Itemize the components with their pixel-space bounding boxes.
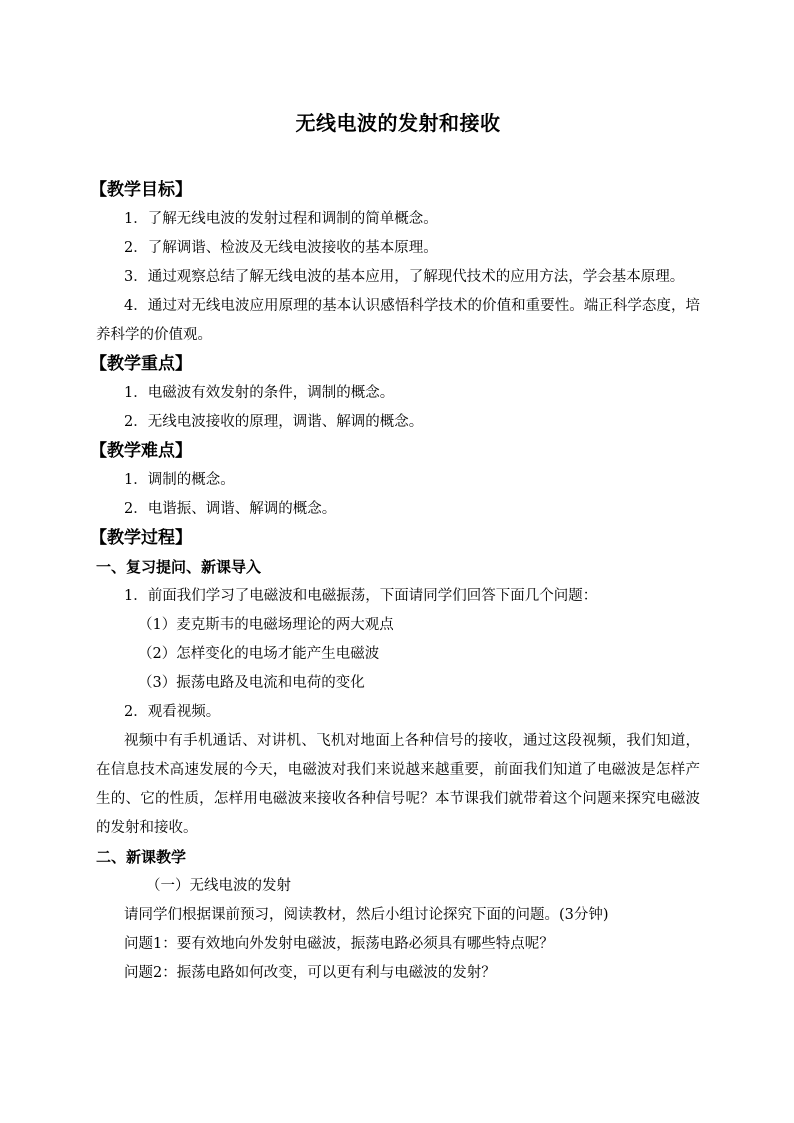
difficulty-item-2: 2．电谐振、调谐、解调的概念。 xyxy=(124,501,337,517)
key-point-item-2: 2．无线电波接收的原理，调谐、解调的概念。 xyxy=(124,414,424,430)
goal-item-3: 3．通过观察总结了解无线电波的基本应用，了解现代技术的应用方法，学会基本原理。 xyxy=(124,269,685,285)
video-paragraph: 视频中有手机通话、对讲机、飞机对地面上各种信号的接收，通过这段视频，我们知道，在信息技术高速发展的今天，电磁波对我们来说越来越重要，前面我们知道了电磁波是怎样产生的、它的性质，怎样用电磁波来接收各种信号呢？本节课我们就带着这个问题来探究电磁波的发射和接收。 xyxy=(96,733,700,836)
key-point-item-1: 1．电磁波有效发射的条件，调制的概念。 xyxy=(124,385,395,401)
section-heading-goals: 【教学目标】 xyxy=(90,180,192,200)
part1-item-2: 2．观看视频。 xyxy=(124,704,221,720)
part2-question-2: 问题2：振荡电路如何改变，可以更有利与电磁波的发射？ xyxy=(124,965,496,981)
goal-item-2: 2．了解调谐、检波及无线电波接收的基本原理。 xyxy=(124,240,438,256)
document-page xyxy=(90,0,700,1123)
review-question-1: （1）麦克斯韦的电磁场理论的两大观点 xyxy=(138,617,394,633)
goal-item-4: 4．通过对无线电波应用原理的基本认识感悟科学技术的价值和重要性。端正科学态度，培养科学的价值观。 xyxy=(96,298,700,343)
goal-item-1: 1．了解无线电波的发射过程和调制的简单概念。 xyxy=(124,211,438,227)
document-body xyxy=(90,176,700,988)
page-title: 无线电波的发射和接收 xyxy=(295,111,501,135)
section-heading-process: 【教学过程】 xyxy=(90,528,192,548)
section-heading-key-points: 【教学重点】 xyxy=(90,354,192,374)
part2-subtitle: （一）无线电波的发射 xyxy=(146,878,291,894)
part2-title: 二、新课教学 xyxy=(96,848,187,866)
part2-question-1: 问题1：要有效地向外发射电磁波，振荡电路必须具有哪些特点呢？ xyxy=(124,936,554,952)
review-question-3: （3）振荡电路及电流和电荷的变化 xyxy=(138,675,365,691)
part1-title: 一、复习提问、新课导入 xyxy=(96,558,262,576)
part2-instruction: 请同学们根据课前预习，阅读教材，然后小组讨论探究下面的问题。(3分钟) xyxy=(124,907,609,923)
difficulty-item-1: 1．调制的概念。 xyxy=(124,472,235,488)
section-heading-difficulties: 【教学难点】 xyxy=(90,441,192,461)
part1-item-1: 1．前面我们学习了电磁波和电磁振荡，下面请同学们回答下面几个问题： xyxy=(124,588,598,604)
review-question-2: （2）怎样变化的电场才能产生电磁波 xyxy=(138,646,380,662)
